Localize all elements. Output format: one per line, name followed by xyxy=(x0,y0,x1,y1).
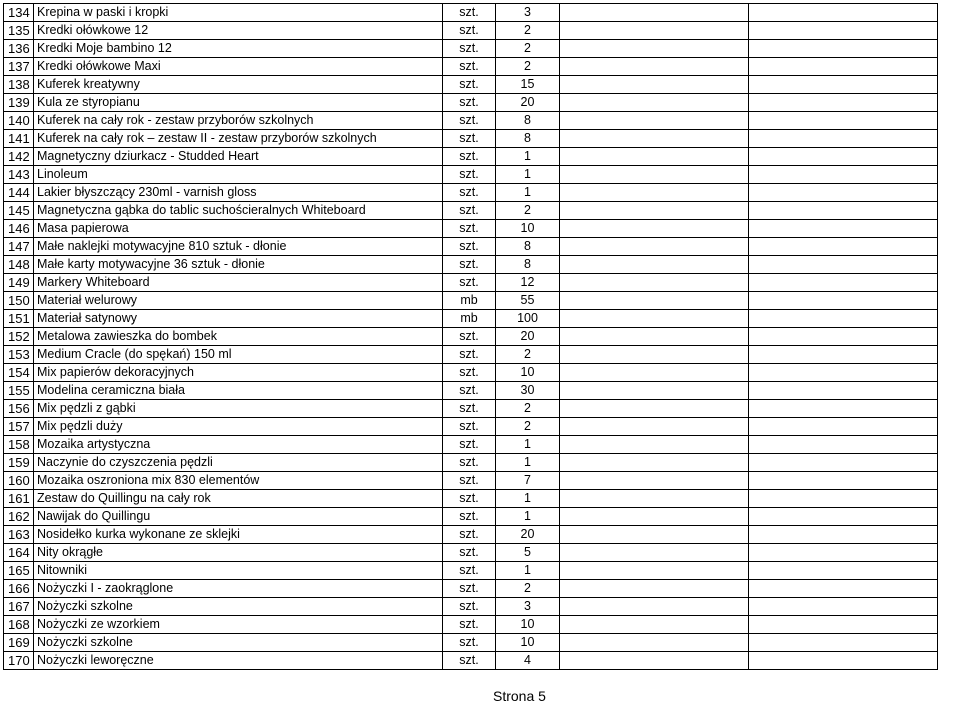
empty-cell xyxy=(749,508,938,526)
item-number: 143 xyxy=(4,166,34,184)
empty-cell xyxy=(560,202,749,220)
item-quantity: 55 xyxy=(496,292,560,310)
empty-cell xyxy=(560,508,749,526)
empty-cell xyxy=(749,400,938,418)
item-unit: szt. xyxy=(443,202,496,220)
item-quantity: 10 xyxy=(496,220,560,238)
item-quantity: 100 xyxy=(496,310,560,328)
item-number: 136 xyxy=(4,40,34,58)
empty-cell xyxy=(749,580,938,598)
item-quantity: 1 xyxy=(496,508,560,526)
empty-cell xyxy=(560,256,749,274)
empty-cell xyxy=(560,4,749,22)
item-name: Kredki Moje bambino 12 xyxy=(34,40,443,58)
item-unit: szt. xyxy=(443,40,496,58)
empty-cell xyxy=(749,544,938,562)
item-quantity: 4 xyxy=(496,652,560,670)
item-unit: szt. xyxy=(443,634,496,652)
item-quantity: 3 xyxy=(496,598,560,616)
item-unit: szt. xyxy=(443,112,496,130)
item-number: 153 xyxy=(4,346,34,364)
item-quantity: 8 xyxy=(496,112,560,130)
item-unit: szt. xyxy=(443,400,496,418)
item-quantity: 1 xyxy=(496,562,560,580)
item-number: 166 xyxy=(4,580,34,598)
item-unit: szt. xyxy=(443,220,496,238)
item-name: Zestaw do Quillingu na cały rok xyxy=(34,490,443,508)
item-quantity: 8 xyxy=(496,130,560,148)
empty-cell xyxy=(560,598,749,616)
item-unit: szt. xyxy=(443,274,496,292)
item-quantity: 1 xyxy=(496,148,560,166)
empty-cell xyxy=(560,112,749,130)
item-name: Materiał satynowy xyxy=(34,310,443,328)
empty-cell xyxy=(560,652,749,670)
item-quantity: 10 xyxy=(496,616,560,634)
item-name: Nożyczki szkolne xyxy=(34,634,443,652)
empty-cell xyxy=(749,274,938,292)
empty-cell xyxy=(560,634,749,652)
empty-cell xyxy=(749,472,938,490)
item-name: Mix pędzli duży xyxy=(34,418,443,436)
item-number: 135 xyxy=(4,22,34,40)
item-number: 134 xyxy=(4,4,34,22)
table-row xyxy=(4,544,938,562)
item-unit: mb xyxy=(443,292,496,310)
item-number: 162 xyxy=(4,508,34,526)
table-row xyxy=(4,346,938,364)
item-quantity: 2 xyxy=(496,418,560,436)
empty-cell xyxy=(560,220,749,238)
item-unit: szt. xyxy=(443,652,496,670)
empty-cell xyxy=(560,328,749,346)
item-unit: szt. xyxy=(443,616,496,634)
item-number: 141 xyxy=(4,130,34,148)
table-row xyxy=(4,256,938,274)
empty-cell xyxy=(749,184,938,202)
empty-cell xyxy=(749,166,938,184)
item-number: 164 xyxy=(4,544,34,562)
empty-cell xyxy=(749,328,938,346)
empty-cell xyxy=(749,112,938,130)
table-row xyxy=(4,562,938,580)
item-quantity: 15 xyxy=(496,76,560,94)
table-row xyxy=(4,382,938,400)
empty-cell xyxy=(749,418,938,436)
empty-cell xyxy=(749,364,938,382)
item-unit: szt. xyxy=(443,346,496,364)
item-unit: szt. xyxy=(443,472,496,490)
item-unit: szt. xyxy=(443,526,496,544)
item-unit: mb xyxy=(443,310,496,328)
item-number: 155 xyxy=(4,382,34,400)
empty-cell xyxy=(749,238,938,256)
table-row xyxy=(4,472,938,490)
empty-cell xyxy=(749,4,938,22)
item-name: Nożyczki leworęczne xyxy=(34,652,443,670)
item-quantity: 2 xyxy=(496,400,560,418)
empty-cell xyxy=(560,274,749,292)
table-row xyxy=(4,202,938,220)
item-unit: szt. xyxy=(443,184,496,202)
table-row xyxy=(4,292,938,310)
item-number: 158 xyxy=(4,436,34,454)
item-unit: szt. xyxy=(443,418,496,436)
empty-cell xyxy=(749,292,938,310)
empty-cell xyxy=(560,364,749,382)
item-number: 148 xyxy=(4,256,34,274)
empty-cell xyxy=(749,454,938,472)
item-number: 161 xyxy=(4,490,34,508)
item-unit: szt. xyxy=(443,238,496,256)
item-number: 152 xyxy=(4,328,34,346)
table-row xyxy=(4,598,938,616)
item-unit: szt. xyxy=(443,598,496,616)
table-row xyxy=(4,94,938,112)
item-quantity: 2 xyxy=(496,202,560,220)
table-row xyxy=(4,4,938,22)
table-row xyxy=(4,616,938,634)
item-name: Lakier błyszczący 230ml - varnish gloss xyxy=(34,184,443,202)
item-quantity: 1 xyxy=(496,166,560,184)
table-row xyxy=(4,40,938,58)
item-unit: szt. xyxy=(443,256,496,274)
empty-cell xyxy=(749,598,938,616)
item-name: Masa papierowa xyxy=(34,220,443,238)
table-row xyxy=(4,634,938,652)
item-name: Kula ze styropianu xyxy=(34,94,443,112)
item-name: Nożyczki I - zaokrąglone xyxy=(34,580,443,598)
empty-cell xyxy=(749,346,938,364)
item-quantity: 2 xyxy=(496,22,560,40)
table-row xyxy=(4,508,938,526)
empty-cell xyxy=(560,580,749,598)
item-number: 147 xyxy=(4,238,34,256)
item-name: Kredki ołówkowe Maxi xyxy=(34,58,443,76)
item-unit: szt. xyxy=(443,580,496,598)
items-table xyxy=(3,3,938,670)
item-unit: szt. xyxy=(443,94,496,112)
empty-cell xyxy=(749,220,938,238)
item-name: Magnetyczna gąbka do tablic suchościeralnych Whiteboard xyxy=(34,202,443,220)
item-name: Nożyczki ze wzorkiem xyxy=(34,616,443,634)
empty-cell xyxy=(560,76,749,94)
empty-cell xyxy=(560,22,749,40)
item-quantity: 2 xyxy=(496,40,560,58)
item-name: Nawijak do Quillingu xyxy=(34,508,443,526)
empty-cell xyxy=(560,436,749,454)
item-number: 140 xyxy=(4,112,34,130)
item-number: 167 xyxy=(4,598,34,616)
empty-cell xyxy=(560,292,749,310)
item-name: Materiał welurowy xyxy=(34,292,443,310)
empty-cell xyxy=(560,346,749,364)
item-unit: szt. xyxy=(443,490,496,508)
page-number: Strona 5 xyxy=(493,688,546,704)
item-number: 151 xyxy=(4,310,34,328)
empty-cell xyxy=(749,40,938,58)
item-unit: szt. xyxy=(443,166,496,184)
item-unit: szt. xyxy=(443,328,496,346)
table-row xyxy=(4,400,938,418)
empty-cell xyxy=(560,562,749,580)
item-name: Kuferek na cały rok – zestaw II - zestaw przyborów szkolnych xyxy=(34,130,443,148)
items-table-body xyxy=(4,4,938,670)
item-name: Kuferek na cały rok - zestaw przyborów szkolnych xyxy=(34,112,443,130)
item-quantity: 3 xyxy=(496,4,560,22)
item-name: Małe karty motywacyjne 36 sztuk - dłonie xyxy=(34,256,443,274)
table-row xyxy=(4,166,938,184)
empty-cell xyxy=(560,238,749,256)
item-unit: szt. xyxy=(443,544,496,562)
item-number: 169 xyxy=(4,634,34,652)
item-unit: szt. xyxy=(443,436,496,454)
table-row xyxy=(4,184,938,202)
item-name: Małe naklejki motywacyjne 810 sztuk - dłonie xyxy=(34,238,443,256)
item-number: 160 xyxy=(4,472,34,490)
item-quantity: 12 xyxy=(496,274,560,292)
item-number: 138 xyxy=(4,76,34,94)
item-unit: szt. xyxy=(443,130,496,148)
item-unit: szt. xyxy=(443,562,496,580)
empty-cell xyxy=(749,76,938,94)
item-quantity: 2 xyxy=(496,58,560,76)
table-row xyxy=(4,490,938,508)
item-number: 139 xyxy=(4,94,34,112)
item-number: 163 xyxy=(4,526,34,544)
table-row xyxy=(4,418,938,436)
item-unit: szt. xyxy=(443,148,496,166)
empty-cell xyxy=(749,526,938,544)
item-number: 159 xyxy=(4,454,34,472)
item-number: 149 xyxy=(4,274,34,292)
item-number: 145 xyxy=(4,202,34,220)
empty-cell xyxy=(560,94,749,112)
empty-cell xyxy=(560,58,749,76)
table-row xyxy=(4,454,938,472)
item-name: Kredki ołówkowe 12 xyxy=(34,22,443,40)
table-row xyxy=(4,310,938,328)
empty-cell xyxy=(560,310,749,328)
empty-cell xyxy=(560,400,749,418)
item-name: Nitowniki xyxy=(34,562,443,580)
table-row xyxy=(4,112,938,130)
item-unit: szt. xyxy=(443,364,496,382)
item-number: 154 xyxy=(4,364,34,382)
empty-cell xyxy=(560,544,749,562)
empty-cell xyxy=(749,562,938,580)
item-name: Mix pędzli z gąbki xyxy=(34,400,443,418)
empty-cell xyxy=(560,616,749,634)
item-unit: szt. xyxy=(443,22,496,40)
item-number: 150 xyxy=(4,292,34,310)
item-quantity: 1 xyxy=(496,436,560,454)
item-quantity: 10 xyxy=(496,364,560,382)
table-row xyxy=(4,58,938,76)
item-quantity: 20 xyxy=(496,328,560,346)
table-row xyxy=(4,130,938,148)
item-unit: szt. xyxy=(443,454,496,472)
item-quantity: 5 xyxy=(496,544,560,562)
item-quantity: 1 xyxy=(496,490,560,508)
item-name: Metalowa zawieszka do bombek xyxy=(34,328,443,346)
empty-cell xyxy=(749,148,938,166)
empty-cell xyxy=(749,58,938,76)
empty-cell xyxy=(749,94,938,112)
item-quantity: 2 xyxy=(496,580,560,598)
table-row xyxy=(4,22,938,40)
empty-cell xyxy=(749,652,938,670)
item-unit: szt. xyxy=(443,76,496,94)
empty-cell xyxy=(560,148,749,166)
item-quantity: 7 xyxy=(496,472,560,490)
empty-cell xyxy=(560,184,749,202)
item-name: Medium Cracle (do spękań) 150 ml xyxy=(34,346,443,364)
item-quantity: 20 xyxy=(496,94,560,112)
table-row xyxy=(4,652,938,670)
item-quantity: 8 xyxy=(496,256,560,274)
item-quantity: 10 xyxy=(496,634,560,652)
table-row xyxy=(4,526,938,544)
empty-cell xyxy=(749,634,938,652)
item-name: Linoleum xyxy=(34,166,443,184)
item-quantity: 20 xyxy=(496,526,560,544)
empty-cell xyxy=(560,130,749,148)
table-row xyxy=(4,274,938,292)
item-name: Markery Whiteboard xyxy=(34,274,443,292)
empty-cell xyxy=(749,202,938,220)
empty-cell xyxy=(560,526,749,544)
item-name: Nożyczki szkolne xyxy=(34,598,443,616)
item-number: 146 xyxy=(4,220,34,238)
table-row xyxy=(4,238,938,256)
empty-cell xyxy=(560,418,749,436)
item-name: Mozaika oszroniona mix 830 elementów xyxy=(34,472,443,490)
item-number: 168 xyxy=(4,616,34,634)
table-row xyxy=(4,436,938,454)
item-name: Magnetyczny dziurkacz - Studded Heart xyxy=(34,148,443,166)
item-unit: szt. xyxy=(443,508,496,526)
table-row xyxy=(4,364,938,382)
item-number: 170 xyxy=(4,652,34,670)
empty-cell xyxy=(560,472,749,490)
table-row xyxy=(4,328,938,346)
item-name: Modelina ceramiczna biała xyxy=(34,382,443,400)
item-name: Nosidełko kurka wykonane ze sklejki xyxy=(34,526,443,544)
item-name: Krepina w paski i kropki xyxy=(34,4,443,22)
item-name: Kuferek kreatywny xyxy=(34,76,443,94)
table-row xyxy=(4,148,938,166)
item-number: 165 xyxy=(4,562,34,580)
table-row xyxy=(4,580,938,598)
empty-cell xyxy=(749,616,938,634)
empty-cell xyxy=(749,436,938,454)
item-name: Naczynie do czyszczenia pędzli xyxy=(34,454,443,472)
empty-cell xyxy=(560,40,749,58)
empty-cell xyxy=(560,382,749,400)
item-unit: szt. xyxy=(443,382,496,400)
item-quantity: 8 xyxy=(496,238,560,256)
empty-cell xyxy=(749,22,938,40)
item-name: Mozaika artystyczna xyxy=(34,436,443,454)
item-name: Nity okrągłe xyxy=(34,544,443,562)
empty-cell xyxy=(749,256,938,274)
item-number: 137 xyxy=(4,58,34,76)
table-row xyxy=(4,76,938,94)
item-name: Mix papierów dekoracyjnych xyxy=(34,364,443,382)
item-quantity: 30 xyxy=(496,382,560,400)
empty-cell xyxy=(749,130,938,148)
item-quantity: 2 xyxy=(496,346,560,364)
item-unit: szt. xyxy=(443,58,496,76)
item-number: 142 xyxy=(4,148,34,166)
empty-cell xyxy=(749,490,938,508)
table-row xyxy=(4,220,938,238)
empty-cell xyxy=(749,310,938,328)
item-quantity: 1 xyxy=(496,454,560,472)
empty-cell xyxy=(560,166,749,184)
item-number: 156 xyxy=(4,400,34,418)
item-number: 144 xyxy=(4,184,34,202)
item-unit: szt. xyxy=(443,4,496,22)
empty-cell xyxy=(560,454,749,472)
item-quantity: 1 xyxy=(496,184,560,202)
item-number: 157 xyxy=(4,418,34,436)
empty-cell xyxy=(749,382,938,400)
empty-cell xyxy=(560,490,749,508)
